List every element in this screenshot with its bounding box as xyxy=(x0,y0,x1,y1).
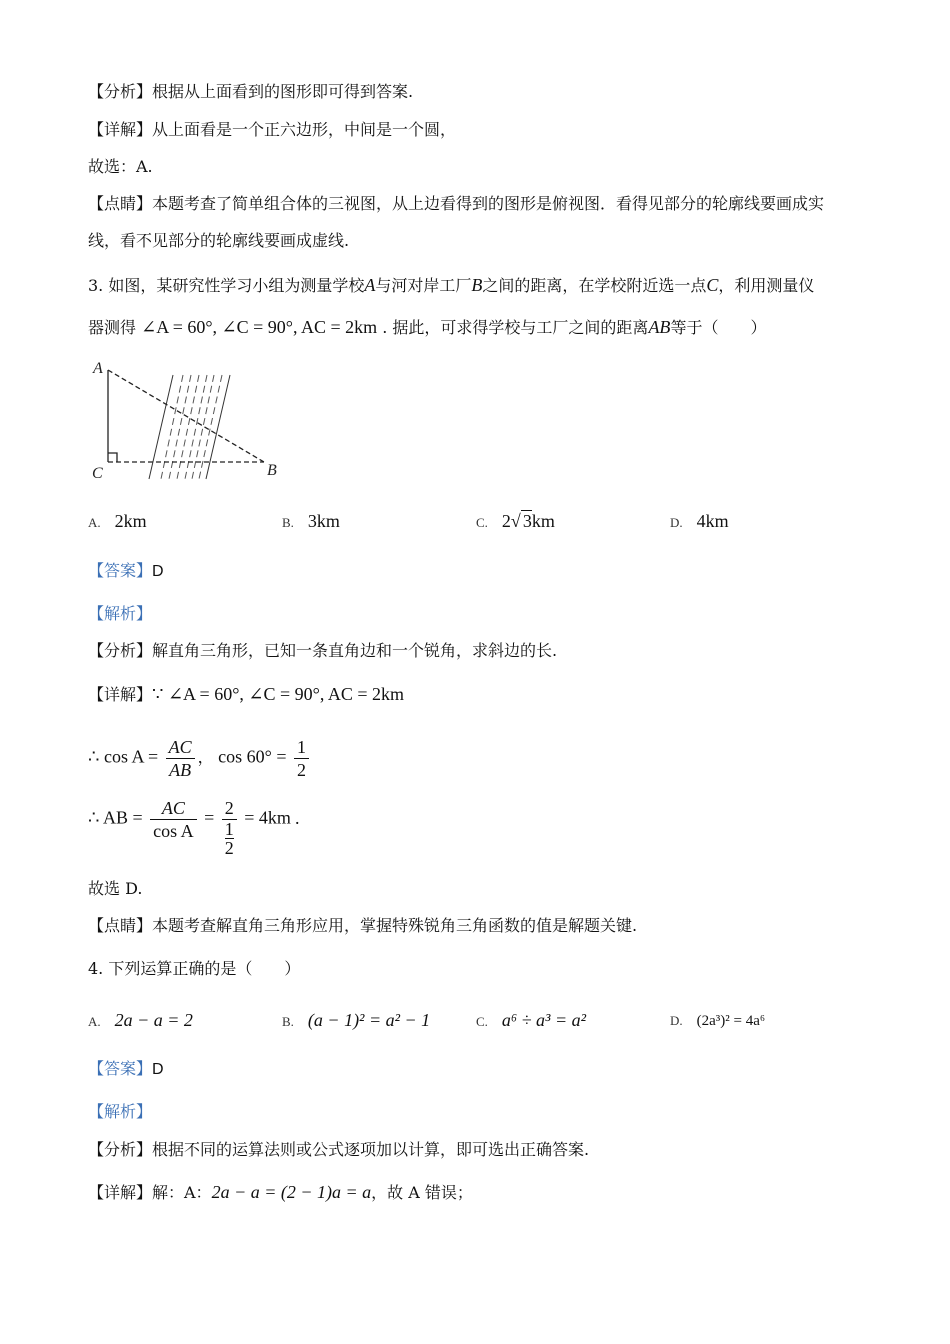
q4-stem-text: 下列运算正确的是（ ） xyxy=(108,959,301,978)
numerator: AC xyxy=(166,736,195,759)
q3-stem-text: ，利用测量仪 xyxy=(718,276,815,295)
q3-option-c[interactable] xyxy=(476,510,555,534)
detail-math: ∵ ∠A = 60°, ∠C = 90°, AC = 2km xyxy=(152,684,405,704)
inner-denominator: 2 xyxy=(224,838,234,858)
q3-stem-text: . 据此，可求得学校与工厂之间的距离 xyxy=(382,318,649,337)
q4-option-b[interactable] xyxy=(282,1009,430,1033)
figure-label-b: B xyxy=(267,462,277,479)
fraction-one-half xyxy=(294,736,309,781)
q3-number: 3. xyxy=(88,276,104,295)
fraction-ac-cosa xyxy=(150,797,197,842)
option-text: 2a − a = 2 xyxy=(114,1010,193,1030)
option-label: B. xyxy=(282,1014,294,1029)
q4-option-d[interactable] xyxy=(670,1009,765,1032)
q3-point-b: B xyxy=(471,275,483,295)
step1-lhs: ∴ cos A = xyxy=(88,746,159,767)
q2-choice: 故选：A. xyxy=(88,157,153,176)
q3-ab: AB xyxy=(648,317,671,337)
q3-stem-line2 xyxy=(88,316,766,339)
q3-stem-text: 器测得 xyxy=(88,318,137,337)
option-label: C. xyxy=(476,515,488,530)
q3-comment: 【点睛】本题考查解直角三角形应用，掌握特殊锐角三角函数的值是解题关键. xyxy=(88,916,638,935)
q3-stem-text: 等于（ ） xyxy=(670,318,767,337)
q3-explain-tag: 【解析】 xyxy=(88,604,153,623)
option-label: D. xyxy=(670,515,683,530)
denominator: cos A xyxy=(153,821,194,841)
option-text: a⁶ ÷ a³ = a² xyxy=(501,1010,586,1030)
step2-rhs: = 4km xyxy=(244,807,291,828)
option-label: A. xyxy=(88,1014,101,1029)
q2-analysis: 【分析】根据从上面看到的图形即可得到答案. xyxy=(88,82,414,101)
q3-point-c: C xyxy=(706,275,719,295)
figure-label-c: C xyxy=(92,465,103,482)
option-text: 3km xyxy=(307,511,340,531)
answer-tag: 【答案】 xyxy=(88,561,153,580)
numerator: AC xyxy=(150,797,197,820)
option-label: D. xyxy=(670,1013,683,1028)
fraction-ac-ab xyxy=(166,736,195,781)
q4-analysis: 【分析】根据不同的运算法则或公式逐项加以计算，即可选出正确答案. xyxy=(88,1140,590,1159)
q3-step2 xyxy=(88,797,299,857)
step2-lhs: ∴ AB = xyxy=(88,807,143,828)
q2-detail: 【详解】从上面看是一个正六边形，中间是一个圆， xyxy=(88,120,457,139)
option-text: 4km xyxy=(696,511,729,531)
option-radicand: 3 xyxy=(522,511,532,531)
q4-option-c[interactable] xyxy=(476,1009,586,1033)
q3-stem-line1 xyxy=(88,274,814,297)
q3-point-a: A xyxy=(364,275,376,295)
separator: ， xyxy=(197,749,214,767)
option-text: (2a³)² = 4a⁶ xyxy=(696,1013,766,1029)
q3-stem-text: 之间的距离，在学校附近选一点 xyxy=(482,276,707,295)
q3-detail xyxy=(88,683,404,706)
period: . xyxy=(294,807,300,828)
q3-answer xyxy=(88,560,164,583)
q3-option-b[interactable] xyxy=(282,510,340,534)
q4-stem xyxy=(88,958,300,980)
q2-comment-line2: 线，看不见部分的轮廓线要画成虚线. xyxy=(88,231,350,250)
detail-tag: 【详解】 xyxy=(88,685,153,704)
figure-label-a: A xyxy=(93,360,103,377)
denominator: AB xyxy=(169,760,192,780)
numerator: 2 xyxy=(222,797,237,820)
option-text: 2km xyxy=(114,511,147,531)
q3-choice: 故选 D. xyxy=(88,879,143,898)
q3-step1 xyxy=(88,736,312,781)
detail-text: ，故 A 错误； xyxy=(371,1183,473,1202)
q3-given-math: ∠A = 60°, ∠C = 90°, AC = 2km xyxy=(141,317,378,337)
answer-tag: 【答案】 xyxy=(88,1059,153,1078)
q4-detail xyxy=(88,1181,473,1204)
q4-explain-tag: 【解析】 xyxy=(88,1102,153,1121)
q3-stem-text: 如图，某研究性学习小组为测量学校 xyxy=(108,276,365,295)
answer-value: D xyxy=(152,563,164,580)
numerator: 1 xyxy=(294,736,309,759)
sqrt-symbol: √ xyxy=(510,511,521,531)
q2-comment-line1: 【点睛】本题考查了简单组合体的三视图，从上边看得到的图形是俯视图．看得见部分的轮廓线要画成实 xyxy=(88,194,825,213)
answer-value: D xyxy=(152,1061,164,1078)
q3-option-d[interactable] xyxy=(670,510,729,534)
fraction-two-over-half xyxy=(222,797,237,857)
q4-answer xyxy=(88,1058,164,1081)
q3-triangle-figure xyxy=(88,355,288,487)
q3-analysis: 【分析】解直角三角形，已知一条直角边和一个锐角，求斜边的长. xyxy=(88,641,558,660)
step1-cos: cos 60° = xyxy=(218,746,287,767)
option-text: (a − 1)² = a² − 1 xyxy=(307,1010,431,1030)
option-unit: km xyxy=(531,511,555,531)
detail-text: 【详解】解：A： xyxy=(88,1183,212,1202)
q3-stem-text: 与河对岸工厂 xyxy=(375,276,472,295)
inner-numerator: 1 xyxy=(224,819,234,839)
detail-math: 2a − a = (2 − 1)a = a xyxy=(211,1182,372,1202)
q3-option-a[interactable] xyxy=(88,510,147,534)
option-label: C. xyxy=(476,1014,488,1029)
denominator: 2 xyxy=(297,760,306,780)
option-coef: 2 xyxy=(501,511,511,531)
option-label: A. xyxy=(88,515,101,530)
denominator xyxy=(222,820,237,857)
equals: = xyxy=(204,807,215,828)
option-label: B. xyxy=(282,515,294,530)
q4-option-a[interactable] xyxy=(88,1009,193,1033)
q4-number: 4. xyxy=(88,959,104,978)
